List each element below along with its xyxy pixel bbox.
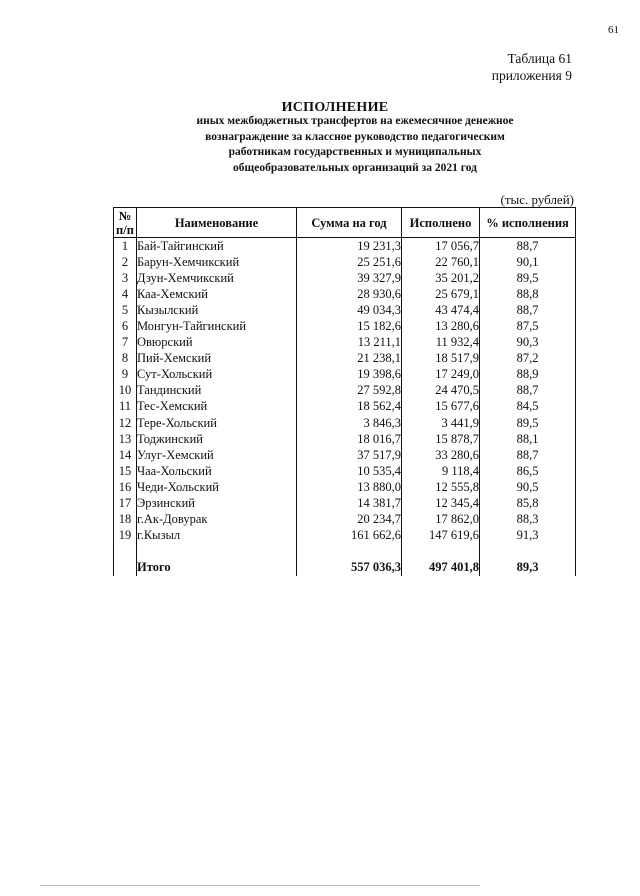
- table-reference-line1: Таблица 61: [507, 51, 572, 66]
- cell-number: 13: [114, 431, 137, 447]
- total-row: [114, 560, 576, 576]
- cell-number: 9: [114, 367, 137, 383]
- table-row: [114, 335, 576, 351]
- total-cell-executed: 497 401,8: [402, 560, 480, 576]
- cell-number: 11: [114, 399, 137, 415]
- cell-sum: 49 034,3: [297, 302, 402, 318]
- cell-name: Тес-Хемский: [137, 399, 297, 415]
- cell-executed: 35 201,2: [402, 270, 480, 286]
- cell-sum: 19 398,6: [297, 367, 402, 383]
- cell-percent: 84,5: [480, 399, 576, 415]
- cell-name: г.Ак-Довурак: [137, 512, 297, 528]
- table-row: [114, 318, 576, 334]
- total-cell-percent: 89,3: [480, 560, 576, 576]
- cell-number: 17: [114, 496, 137, 512]
- cell-number: 6: [114, 318, 137, 334]
- cell-sum: 13 880,0: [297, 479, 402, 495]
- cell-executed: 3 441,9: [402, 415, 480, 431]
- header-name: Наименование: [137, 208, 297, 238]
- cell-sum: 3 846,3: [297, 415, 402, 431]
- cell-name: Овюрский: [137, 335, 297, 351]
- cell-percent: 88,7: [480, 238, 576, 255]
- table-row: [114, 238, 576, 255]
- table-row: [114, 479, 576, 495]
- cell-number: 4: [114, 286, 137, 302]
- cell-percent: 88,8: [480, 286, 576, 302]
- cell-executed: 12 555,8: [402, 479, 480, 495]
- cell-name: Сут-Хольский: [137, 367, 297, 383]
- table-reference-line2: приложения 9: [491, 68, 572, 83]
- header-percent: % исполнения: [480, 208, 576, 238]
- table-row: [114, 367, 576, 383]
- cell-percent: 88,9: [480, 367, 576, 383]
- cell-sum: 19 231,3: [297, 238, 402, 255]
- cell-name: Пий-Хемский: [137, 351, 297, 367]
- cell-number: 5: [114, 302, 137, 318]
- subtitle-line: работникам государственных и муниципальных: [228, 146, 482, 159]
- cell-number: 7: [114, 335, 137, 351]
- subtitle-line: вознаграждение за классное руководство педагогическим: [205, 130, 505, 143]
- header-executed: Исполнено: [402, 208, 480, 238]
- cell-sum: 13 211,1: [297, 335, 402, 351]
- spacer-cell: [297, 544, 402, 560]
- cell-name: Барун-Хемчикский: [137, 254, 297, 270]
- cell-executed: 13 280,6: [402, 318, 480, 334]
- cell-executed: 25 679,1: [402, 286, 480, 302]
- subtitle-line: иных межбюджетных трансфертов на ежемесячное денежное: [196, 115, 514, 127]
- table-header-row: [114, 208, 576, 238]
- cell-percent: 90,3: [480, 335, 576, 351]
- cell-number: 2: [114, 254, 137, 270]
- cell-percent: 90,1: [480, 254, 576, 270]
- cell-name: Чеди-Хольский: [137, 479, 297, 495]
- cell-percent: 85,8: [480, 496, 576, 512]
- table-row: [114, 302, 576, 318]
- total-cell-name: Итого: [137, 560, 297, 576]
- cell-name: Каа-Хемский: [137, 286, 297, 302]
- cell-number: 12: [114, 415, 137, 431]
- cell-percent: 88,7: [480, 447, 576, 463]
- cell-executed: 24 470,5: [402, 383, 480, 399]
- cell-number: 19: [114, 528, 137, 544]
- cell-number: 18: [114, 512, 137, 528]
- cell-executed: 11 932,4: [402, 335, 480, 351]
- cell-executed: 43 474,4: [402, 302, 480, 318]
- header-number-line2: п/п: [116, 222, 134, 237]
- total-cell-sum: 557 036,3: [297, 560, 402, 576]
- units-label: (тыс. рублей): [500, 192, 574, 207]
- table-row: [114, 270, 576, 286]
- cell-sum: 25 251,6: [297, 254, 402, 270]
- cell-number: 8: [114, 351, 137, 367]
- cell-executed: 33 280,6: [402, 447, 480, 463]
- spacer-cell: [480, 544, 576, 560]
- cell-name: г.Кызыл: [137, 528, 297, 544]
- cell-sum: 10 535,4: [297, 463, 402, 479]
- cell-number: 14: [114, 447, 137, 463]
- cell-sum: 15 182,6: [297, 318, 402, 334]
- cell-percent: 87,5: [480, 318, 576, 334]
- table-row: [114, 528, 576, 544]
- cell-percent: 88,7: [480, 383, 576, 399]
- cell-executed: 17 056,7: [402, 238, 480, 255]
- table-row: [114, 383, 576, 399]
- cell-percent: 88,1: [480, 431, 576, 447]
- table-row: [114, 463, 576, 479]
- cell-sum: 18 016,7: [297, 431, 402, 447]
- cell-executed: 15 878,7: [402, 431, 480, 447]
- cell-sum: 39 327,9: [297, 270, 402, 286]
- cell-sum: 20 234,7: [297, 512, 402, 528]
- cell-sum: 28 930,6: [297, 286, 402, 302]
- table-row: [114, 399, 576, 415]
- cell-executed: 15 677,6: [402, 399, 480, 415]
- cell-sum: 27 592,8: [297, 383, 402, 399]
- table-row: [114, 415, 576, 431]
- table-row: [114, 496, 576, 512]
- cell-executed: 17 862,0: [402, 512, 480, 528]
- cell-name: Улуг-Хемский: [137, 447, 297, 463]
- spacer-cell: [114, 544, 137, 560]
- cell-name: Тере-Хольский: [137, 415, 297, 431]
- cell-percent: 90,5: [480, 479, 576, 495]
- cell-name: Кызылский: [137, 302, 297, 318]
- cell-number: 1: [114, 238, 137, 255]
- document-title-text: ИСПОЛНЕНИЕ: [281, 100, 389, 115]
- page-number: 61: [608, 24, 619, 36]
- cell-percent: 87,2: [480, 351, 576, 367]
- header-number: [114, 208, 137, 238]
- table-row: [114, 447, 576, 463]
- table-row: [114, 431, 576, 447]
- cell-percent: 88,3: [480, 512, 576, 528]
- spacer-cell: [137, 544, 297, 560]
- cell-executed: 18 517,9: [402, 351, 480, 367]
- document-subtitle: [130, 114, 580, 176]
- cell-name: Монгун-Тайгинский: [137, 318, 297, 334]
- cell-percent: 91,3: [480, 528, 576, 544]
- cell-name: Тоджинский: [137, 431, 297, 447]
- cell-sum: 14 381,7: [297, 496, 402, 512]
- subtitle-line: общеобразовательных организаций за 2021 год: [233, 161, 477, 174]
- cell-sum: 21 238,1: [297, 351, 402, 367]
- cell-executed: 17 249,0: [402, 367, 480, 383]
- spacer-row: [114, 544, 576, 560]
- cell-executed: 147 619,6: [402, 528, 480, 544]
- spacer-cell: [402, 544, 480, 560]
- cell-number: 3: [114, 270, 137, 286]
- table-row: [114, 512, 576, 528]
- cell-executed: 9 118,4: [402, 463, 480, 479]
- cell-percent: 89,5: [480, 270, 576, 286]
- cell-sum: 161 662,6: [297, 528, 402, 544]
- cell-number: 15: [114, 463, 137, 479]
- cell-name: Чаа-Хольский: [137, 463, 297, 479]
- table-row: [114, 286, 576, 302]
- table-reference: [492, 50, 572, 84]
- cell-name: Дзун-Хемчикский: [137, 270, 297, 286]
- cell-sum: 37 517,9: [297, 447, 402, 463]
- cell-name: Тандинский: [137, 383, 297, 399]
- cell-percent: 89,5: [480, 415, 576, 431]
- execution-table: [113, 207, 576, 576]
- cell-name: Эрзинский: [137, 496, 297, 512]
- cell-executed: 12 345,4: [402, 496, 480, 512]
- cell-percent: 86,5: [480, 463, 576, 479]
- cell-executed: 22 760,1: [402, 254, 480, 270]
- cell-percent: 88,7: [480, 302, 576, 318]
- cell-number: 16: [114, 479, 137, 495]
- table-row: [114, 254, 576, 270]
- total-cell-number: [114, 560, 137, 576]
- cell-sum: 18 562,4: [297, 399, 402, 415]
- footer-rule: [40, 885, 480, 886]
- cell-number: 10: [114, 383, 137, 399]
- cell-name: Бай-Тайгинский: [137, 238, 297, 255]
- table-row: [114, 351, 576, 367]
- header-number-line1: №: [118, 208, 132, 223]
- header-sum: Сумма на год: [297, 208, 402, 238]
